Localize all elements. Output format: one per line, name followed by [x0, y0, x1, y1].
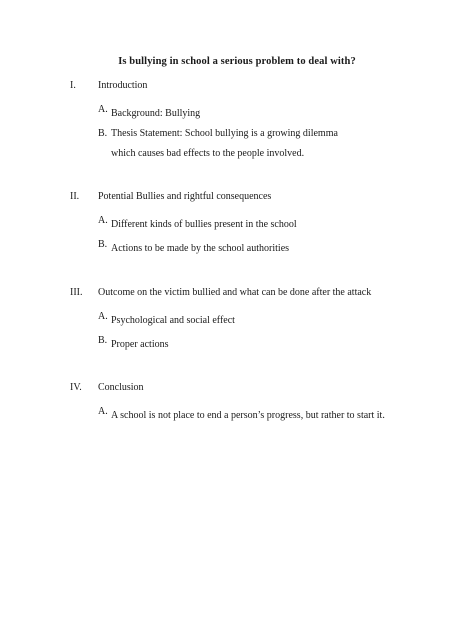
item-letter: A.	[98, 104, 108, 115]
item-text: Thesis Statement: School bullying is a growing dilemma which causes bad effects to the people involved.	[111, 128, 338, 159]
section-heading: Conclusion	[98, 382, 144, 393]
item-text: Background: Bullying	[111, 108, 201, 119]
section-numeral: III.	[70, 287, 83, 298]
item-text: Different kinds of bullies present in the school	[111, 219, 297, 230]
section-numeral: II.	[70, 191, 80, 202]
section-heading: Outcome on the victim bullied and what can be done after the attack	[98, 287, 372, 298]
item-letter: B.	[98, 335, 108, 346]
item-text: Proper actions	[111, 339, 169, 350]
item-text: A school is not place to end a person’s progress, but rather to start it.	[111, 410, 385, 421]
item-letter: B.	[98, 128, 108, 139]
document-title: Is bullying in school a serious problem to deal with?	[118, 56, 356, 67]
section-heading: Introduction	[98, 80, 148, 91]
section-numeral: IV.	[70, 382, 82, 393]
item-letter: B.	[98, 239, 108, 250]
section-numeral: I.	[70, 80, 76, 91]
item-letter: A.	[98, 406, 108, 417]
section-heading: Potential Bullies and rightful consequences	[98, 191, 272, 202]
item-letter: A.	[98, 311, 108, 322]
item-letter: A.	[98, 215, 108, 226]
item-text: Actions to be made by the school authorities	[111, 243, 290, 254]
item-text: Psychological and social effect	[111, 315, 235, 326]
